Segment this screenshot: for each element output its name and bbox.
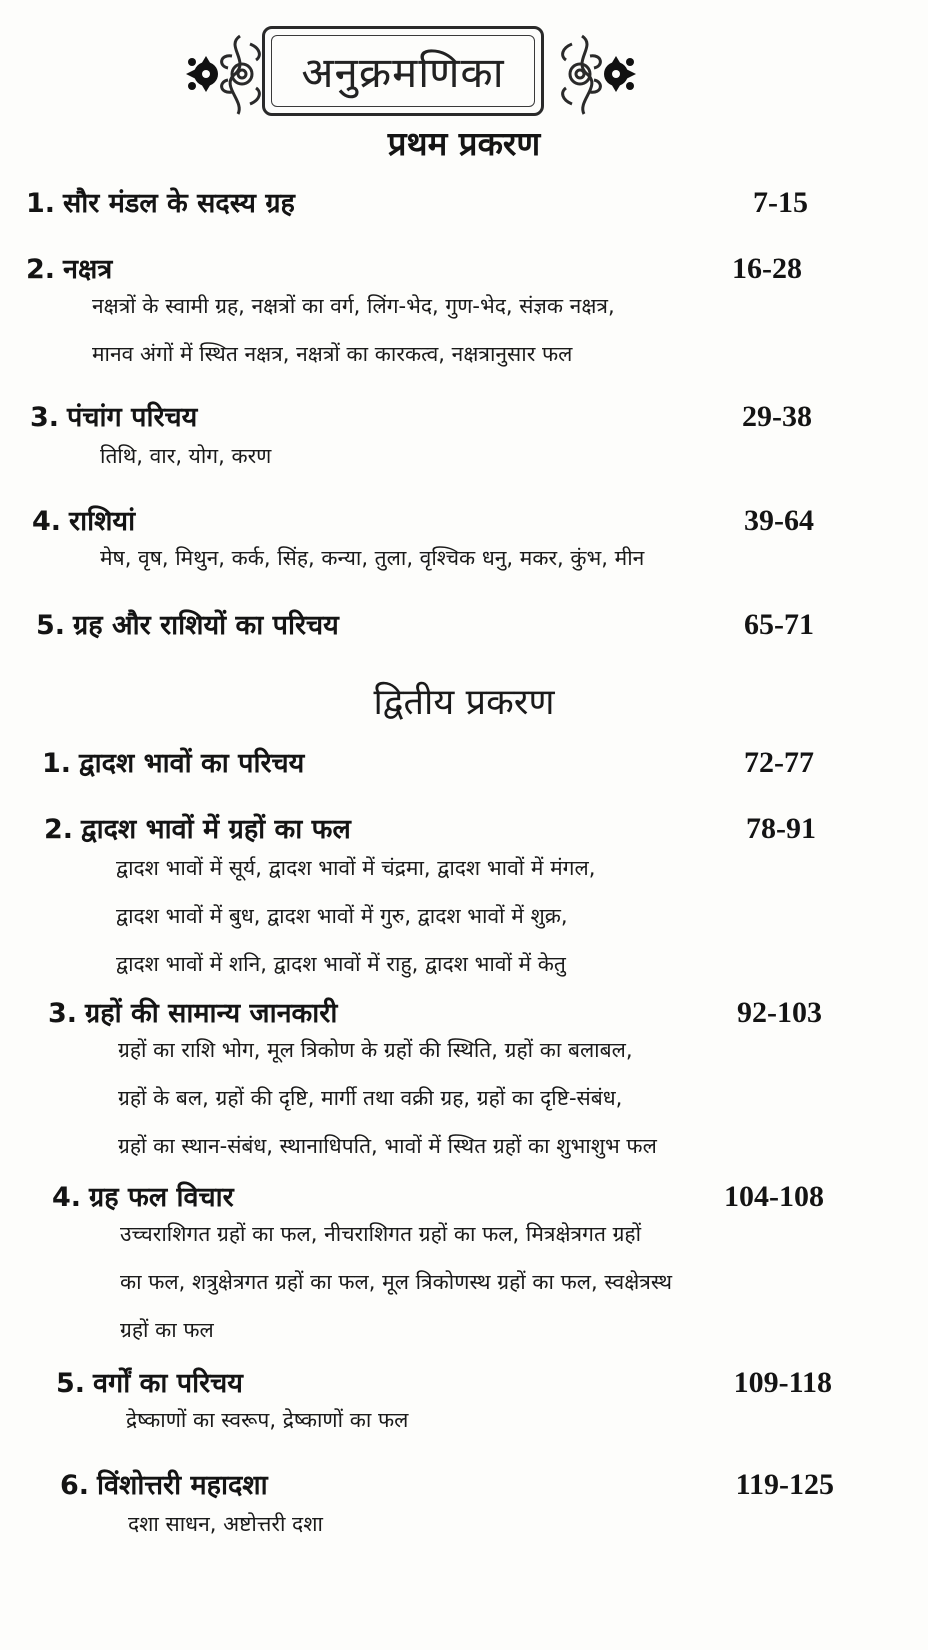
toc-entry[interactable] bbox=[44, 804, 816, 847]
entry-subtopics bbox=[92, 282, 615, 378]
dot-leader bbox=[353, 806, 744, 840]
entry-pages: 92-103 bbox=[737, 996, 822, 1029]
toc-entry[interactable] bbox=[30, 392, 812, 435]
entry-subtopics bbox=[126, 1396, 408, 1444]
entry-subtopics bbox=[116, 844, 595, 988]
floral-scroll-icon bbox=[180, 26, 270, 122]
dot-leader bbox=[137, 498, 742, 532]
dot-leader bbox=[199, 394, 740, 428]
subtopic-line: मानव अंगों में स्थित नक्षत्र, नक्षत्रों का कारकत्व, नक्षत्रानुसार फल bbox=[92, 342, 573, 366]
entry-number: 2. bbox=[26, 254, 56, 285]
entry-subtopics bbox=[128, 1500, 323, 1548]
entry-number: 6. bbox=[60, 1470, 90, 1501]
index-title-banner bbox=[0, 18, 928, 128]
subtopic-line: मेष, वृष, मिथुन, कर्क, सिंह, कन्या, तुला, वृश्चिक धनु, मकर, कुंभ, मीन bbox=[100, 546, 645, 570]
entry-title: पंचांग परिचय bbox=[67, 402, 198, 433]
entry-pages: 16-28 bbox=[732, 252, 802, 285]
subtopic-line: द्रेष्काणों का स्वरूप, द्रेष्काणों का फल bbox=[126, 1408, 409, 1432]
entry-number: 4. bbox=[32, 506, 62, 537]
subtopic-line: द्वादश भावों में शनि, द्वादश भावों में राहु, द्वादश भावों में केतु bbox=[116, 952, 566, 976]
toc-entry[interactable] bbox=[60, 1460, 834, 1503]
entry-pages: 78-91 bbox=[746, 812, 816, 845]
entry-title: द्वादश भावों में ग्रहों का फल bbox=[81, 814, 351, 845]
entry-pages: 39-64 bbox=[744, 504, 814, 537]
dot-leader bbox=[297, 180, 751, 214]
toc-entry[interactable] bbox=[56, 1358, 832, 1401]
entry-number: 5. bbox=[56, 1368, 86, 1399]
entry-subtopics bbox=[100, 432, 271, 480]
entry-pages: 119-125 bbox=[735, 1468, 834, 1501]
subtopic-line: का फल, शत्रुक्षेत्रगत ग्रहों का फल, मूल त्रिकोणस्थ ग्रहों का फल, स्वक्षेत्रस्थ bbox=[120, 1270, 673, 1294]
entry-title: नक्षत्र bbox=[63, 254, 113, 285]
subtopic-line: द्वादश भावों में बुध, द्वादश भावों में गुरु, द्वादश भावों में शुक्र, bbox=[116, 904, 568, 928]
entry-title: ग्रहों की सामान्य जानकारी bbox=[85, 998, 338, 1029]
dot-leader bbox=[306, 740, 742, 774]
entry-pages: 7-15 bbox=[753, 186, 808, 219]
dot-leader bbox=[245, 1360, 732, 1394]
subtopic-line: नक्षत्रों के स्वामी ग्रह, नक्षत्रों का वर्ग, लिंग-भेद, गुण-भेद, संज्ञक नक्षत्र, bbox=[92, 294, 615, 318]
entry-number: 3. bbox=[48, 998, 78, 1029]
entry-pages: 104-108 bbox=[724, 1180, 824, 1213]
entry-pages: 109-118 bbox=[733, 1366, 832, 1399]
dot-leader bbox=[341, 602, 742, 636]
entry-title: वर्गों का परिचय bbox=[93, 1368, 243, 1399]
subtopic-line: तिथि, वार, योग, करण bbox=[100, 444, 272, 468]
toc-entry[interactable] bbox=[32, 496, 814, 539]
subtopic-line: दशा साधन, अष्टोत्तरी दशा bbox=[128, 1512, 323, 1536]
subtopic-line: द्वादश भावों में सूर्य, द्वादश भावों में चंद्रमा, द्वादश भावों में मंगल, bbox=[116, 856, 596, 880]
subtopic-line: ग्रहों का राशि भोग, मूल त्रिकोण के ग्रहों की स्थिति, ग्रहों का बलाबल, bbox=[118, 1038, 633, 1062]
entry-title: राशियां bbox=[69, 506, 136, 537]
toc-entry[interactable] bbox=[26, 244, 802, 287]
entry-number: 3. bbox=[30, 402, 60, 433]
dot-leader bbox=[339, 990, 735, 1024]
subtopic-line: ग्रहों का स्थान-संबंध, स्थानाधिपति, भावों में स्थित ग्रहों का शुभाशुभ फल bbox=[118, 1134, 657, 1158]
entry-pages: 65-71 bbox=[744, 608, 814, 641]
entry-title: द्वादश भावों का परिचय bbox=[79, 748, 305, 779]
entry-subtopics bbox=[100, 534, 644, 582]
subtopic-line: ग्रहों का फल bbox=[120, 1318, 214, 1342]
entry-title: ग्रह फल विचार bbox=[89, 1182, 234, 1213]
entry-subtopics bbox=[120, 1210, 672, 1354]
subtopic-line: ग्रहों के बल, ग्रहों की दृष्टि, मार्गी तथा वक्री ग्रह, ग्रहों का दृष्टि-संबंध, bbox=[118, 1086, 623, 1110]
toc-entry[interactable] bbox=[48, 988, 822, 1031]
toc-entry[interactable] bbox=[42, 738, 814, 781]
entry-number: 4. bbox=[52, 1182, 82, 1213]
entry-subtopics bbox=[118, 1026, 657, 1170]
dot-leader bbox=[236, 1174, 722, 1208]
toc-entry[interactable] bbox=[52, 1172, 824, 1215]
entry-number: 2. bbox=[44, 814, 74, 845]
dot-leader bbox=[270, 1462, 734, 1496]
toc-entry[interactable] bbox=[36, 600, 814, 643]
entry-title: सौर मंडल के सदस्य ग्रह bbox=[63, 188, 295, 219]
entry-pages: 72-77 bbox=[744, 746, 814, 779]
title-frame bbox=[262, 26, 544, 116]
entry-pages: 29-38 bbox=[742, 400, 812, 433]
entry-title: ग्रह और राशियों का परिचय bbox=[73, 610, 339, 641]
entry-number: 5. bbox=[36, 610, 66, 641]
toc-entry[interactable] bbox=[26, 178, 808, 221]
page-title: अनुक्रमणिका bbox=[301, 47, 505, 97]
floral-scroll-icon bbox=[552, 26, 642, 122]
section-heading-2: द्वितीय प्रकरण bbox=[373, 682, 555, 723]
entry-number: 1. bbox=[26, 188, 56, 219]
dot-leader bbox=[114, 246, 730, 280]
entry-title: विंशोत्तरी महादशा bbox=[97, 1470, 268, 1501]
subtopic-line: उच्चराशिगत ग्रहों का फल, नीचराशिगत ग्रहों का फल, मित्रक्षेत्रगत ग्रहों bbox=[120, 1222, 642, 1246]
entry-number: 1. bbox=[42, 748, 72, 779]
section-heading-1: प्रथम प्रकरण bbox=[387, 124, 541, 163]
